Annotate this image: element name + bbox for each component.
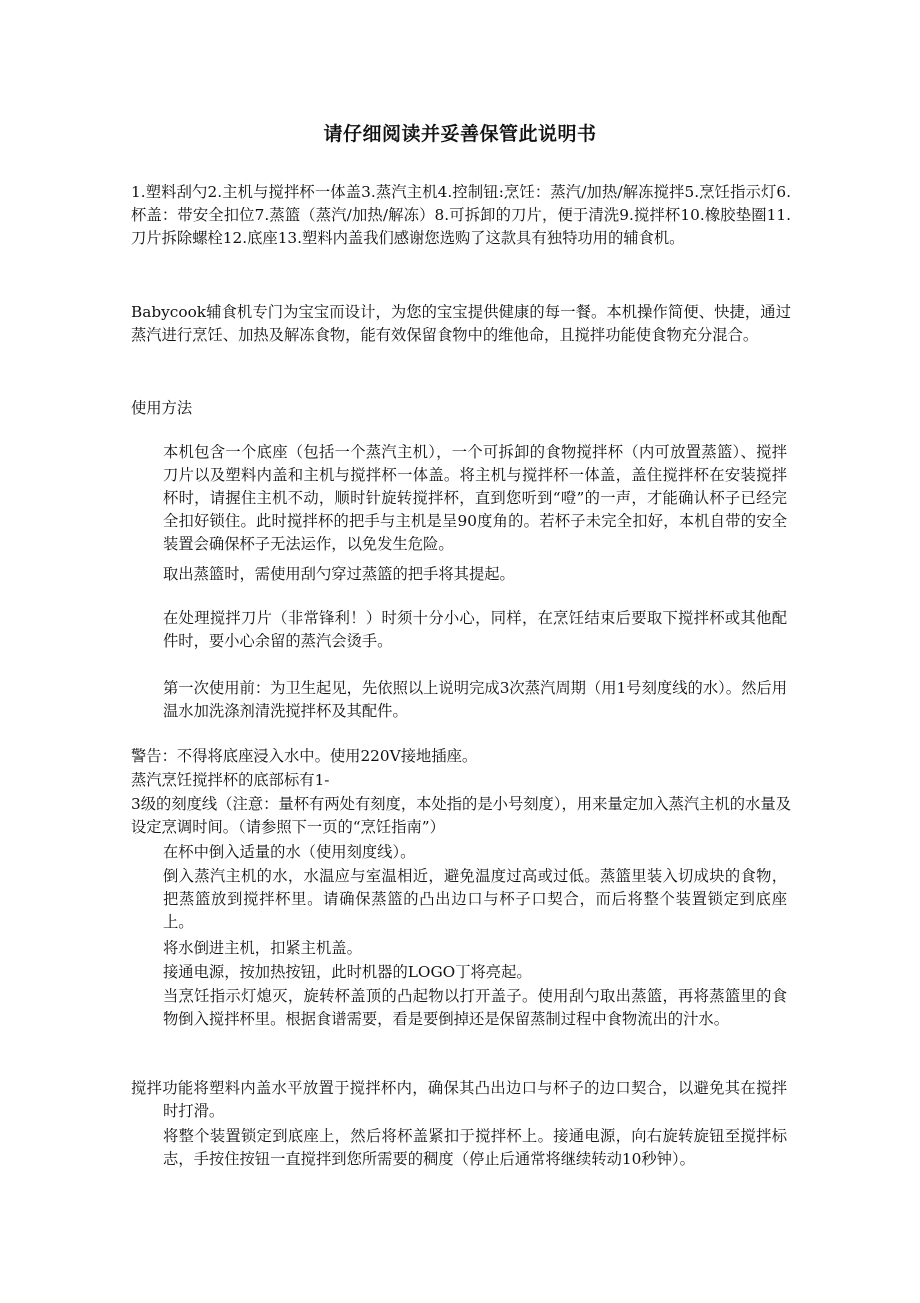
warning-line: 警告：不得将底座浸入水中。使用220V接地插座。 bbox=[131, 747, 478, 765]
blend-paragraph-1: 搅拌功能将塑料内盖水平放置于搅拌杯内，确保其凸出边口与杯子的边口契合，以避免其在搅拌时打滑。 bbox=[131, 1079, 787, 1120]
page-title: 请仔细阅读并妥善保管此说明书 bbox=[323, 123, 597, 145]
blade-warning-paragraph: 在处理搅拌刀片（非常锋利！）时须十分小心，同样，在烹饪结束后要取下搅拌杯或其他配件时，要小心余留的蒸汽会烫手。 bbox=[163, 609, 787, 650]
blend-paragraph-2: 将整个装置锁定到底座上，然后将杯盖紧扣于搅拌杯上。接通电源，向右旋转旋钮至搅拌标志，手按住按钮一直搅拌到您所需要的稠度（停止后通常将继续转动10秒钟）。 bbox=[163, 1127, 787, 1168]
usage-heading: 使用方法 bbox=[131, 399, 193, 417]
scale-line-1: 蒸汽烹饪搅拌杯的底部标有1- bbox=[131, 771, 330, 789]
usage-paragraph: 本机包含一个底座（包括一个蒸汽主机），一个可拆卸的食物搅拌杯（内可放置蒸篮）、搅拌刀片以及塑料内盖和主机与搅拌杯一体盖。将主机与搅拌杯一体盖，盖住搅拌杯在安装搅拌杯时，请握住主机不动，顺时针旋转搅拌杯，直到您听到“噔”的一声，才能确认杯子已经完全扣好锁住。此时搅拌杯的把手与主机是呈90度角的。若杯子未完全扣好，本机自带的安全装置会确保杯子无法运作，以免发生危险。 bbox=[163, 443, 787, 553]
intro-paragraph: Babycook辅食机专门为宝宝而设计，为您的宝宝提供健康的每一餐。本机操作简便、快捷，通过蒸汽进行烹饪、加热及解冻食物，能有效保留食物中的维他命，且搅拌功能使食物充分混合。 bbox=[131, 303, 791, 344]
step-5: 当烹饪指示灯熄灭，旋转杯盖顶的凸起物以打开盖子。使用刮勺取出蒸篮，再将蒸篮里的食物倒入搅拌杯里。根据食谱需要，看是要倒掉还是保留蒸制过程中食物流出的汁水。 bbox=[163, 987, 787, 1028]
step-4: 接通电源，按加热按钮，此时机器的LOGO丁将亮起。 bbox=[163, 963, 532, 981]
basket-removal-paragraph: 取出蒸篮时，需使用刮勺穿过蒸篮的把手将其提起。 bbox=[163, 565, 515, 583]
first-use-paragraph: 第一次使用前：为卫生起见，先依照以上说明完成3次蒸汽周期（用1号刻度线的水）。然后用温水加洗涤剂清洗搅拌杯及其配件。 bbox=[163, 679, 787, 720]
step-3: 将水倒进主机，扣紧主机盖。 bbox=[163, 939, 362, 957]
scale-paragraph: 3级的刻度线（注意：量杯有两处有刻度，本处指的是小号刻度），用来量定加入蒸汽主机的水量及设定烹调时间。（请参照下一页的“烹饪指南”） bbox=[131, 795, 791, 836]
parts-list-paragraph: 1.塑料刮勺2.主机与搅拌杯一体盖3.蒸汽主机4.控制钮:烹饪：蒸汽/加热/解冻搅拌5.烹饪指示灯6.杯盖：带安全扣位7.蒸篮（蒸汽/加热/解冻）8.可拆卸的刀片，便于清洗9.搅拌杯10.橡胶垫圈11.刀片拆除螺栓12.底座13.塑料内盖我们感谢您选购了这款具有独特功用的辅食机。 bbox=[131, 183, 791, 247]
step-2: 倒入蒸汽主机的水，水温应与室温相近，避免温度过高或过低。蒸篮里装入切成块的食物，把蒸篮放到搅拌杯里。请确保蒸篮的凸出边口与杯子口契合，而后将整个装置锁定到底座上。 bbox=[163, 867, 787, 931]
step-1: 在杯中倒入适量的水（使用刻度线）。 bbox=[163, 843, 416, 861]
